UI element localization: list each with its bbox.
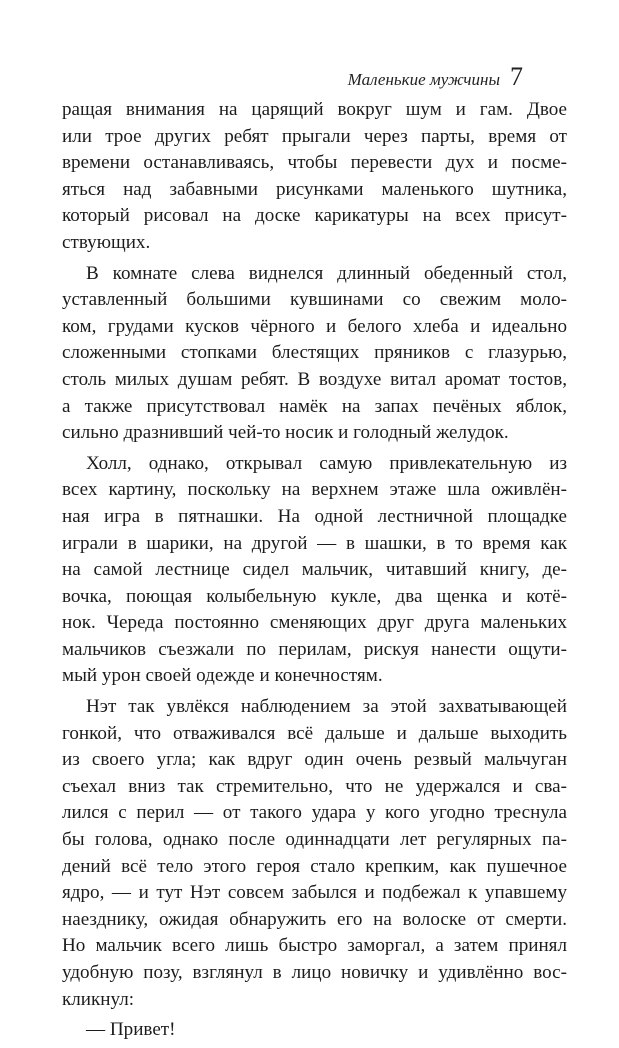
paragraph [62,694,567,1013]
text-line: или трое других ребят прыгали через парты, время от [62,125,567,147]
book-title: Маленькие мужчины [347,70,500,89]
text-line: съехал вниз так стремительно, что не удержался и сва- [62,775,567,797]
text-line: Холл, однако, открывал самую привлекательную из [86,452,567,474]
text-line: наезднику, ожидая обнаружить его на волоске от смерти. [62,908,567,930]
text-line: Нэт так увлёкся наблюдением за этой захватывающей [86,696,567,718]
text-line: бы голова, однако после одиннадцати лет регулярных па- [62,829,567,851]
text-line: вочка, поющая колыбельную кукле, два щенка и котё- [62,585,567,607]
text-line: ращая внимания на царящий вокруг шум и гам. Двое [62,99,567,120]
text-line: мый урон своей одежде и конечностям. [62,665,383,687]
text-line: Но мальчик всего лишь быстро заморгал, а затем принял [62,935,567,957]
text-line: — Привет! [86,1019,176,1041]
text-line: яться над забавными рисунками маленького шутника, [62,178,567,200]
text-line: В комнате слева виднелся длинный обеденный стол, [86,262,567,284]
text-line: нок. Череда постоянно сменяющих друг друга маленьких [62,612,567,634]
text-line: времени останавливаясь, чтобы перевести дух и посме- [62,152,567,174]
text-line: а также присутствовал намёк на запах печёных яблок, [62,395,567,417]
text-line: из своего угла; как вдруг один очень резвый мальчуган [62,749,567,771]
text-line: ком, грудами кусков чёрного и белого хлеба и идеально [62,315,567,337]
text-line: всех картину, поскольку на верхнем этаже шла оживлён- [62,479,567,501]
page-number: 7 [510,62,523,91]
text-line: ядро, — и тут Нэт совсем забылся и подбежал к упавшему [62,882,567,904]
text-line: который рисовал на доске карикатуры на всех присут- [62,205,567,227]
text-line: мальчиков съезжали по перилам, рискуя нанести ощути- [62,638,567,660]
text-line: сложенными стопками блестящих пряников с глазурью, [62,342,567,364]
text-line: играли в шарики, на другой — в шашки, в то время как [62,532,567,554]
paragraph [62,261,567,447]
text-line: гонкой, что отваживался всё дальше и дальше выходить [62,722,567,744]
text-line: уставленный большими кувшинами со свежим моло- [62,289,567,311]
running-header [348,64,523,90]
text-line: удобную позу, взглянул в лицо новичку и удивлённо вос- [62,962,567,983]
text-line: кликнул: [62,988,135,1010]
body-text [62,97,567,1048]
text-line: столь милых душам ребят. В воздухе витал аромат тостов, [62,368,567,390]
paragraph [62,1017,567,1044]
text-line: ствующих. [62,231,151,253]
text-line: лился с перил — от такого удара у кого угодно треснула [62,802,567,824]
text-line: сильно дразнивший чей-то носик и голодный желудок. [62,422,509,444]
text-line: на самой лестнице сидел мальчик, читавший книгу, де- [62,559,567,581]
text-line: ная игра в пятнашки. На одной лестничной площадке [62,505,567,527]
text-line: дений всё тело этого героя стало крепким, как пушечное [62,855,567,877]
paragraph [62,451,567,690]
paragraph [62,97,567,257]
